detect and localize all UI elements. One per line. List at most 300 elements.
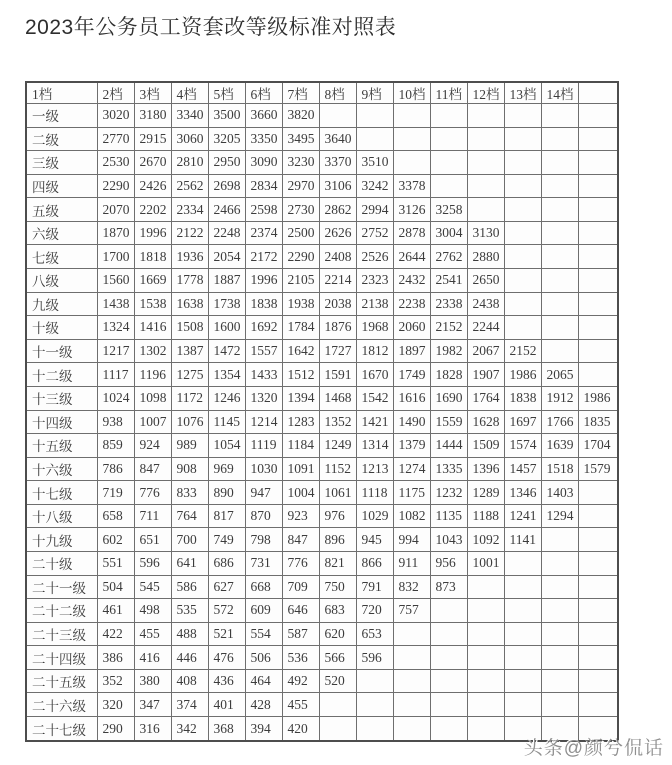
- empty-cell: [467, 646, 504, 670]
- empty-cell: [541, 575, 578, 599]
- value-cell: 1457: [504, 457, 541, 481]
- value-cell: 1835: [578, 410, 618, 434]
- value-cell: 1249: [319, 434, 356, 458]
- empty-cell: [578, 245, 618, 269]
- value-cell: 2970: [282, 174, 319, 198]
- value-cell: 408: [171, 669, 208, 693]
- empty-cell: [504, 292, 541, 316]
- header-cell: 2档: [97, 82, 134, 104]
- empty-cell: [430, 693, 467, 717]
- value-cell: 1004: [282, 481, 319, 505]
- value-cell: 1172: [171, 386, 208, 410]
- value-cell: 3090: [245, 151, 282, 175]
- value-cell: 1876: [319, 316, 356, 340]
- value-cell: 545: [134, 575, 171, 599]
- table-row: [26, 198, 618, 222]
- empty-cell: [578, 198, 618, 222]
- row-label: 十九级: [26, 528, 97, 552]
- header-cell: 9档: [356, 82, 393, 104]
- header-cell: 5档: [208, 82, 245, 104]
- empty-cell: [504, 575, 541, 599]
- value-cell: 2878: [393, 221, 430, 245]
- value-cell: 2070: [97, 198, 134, 222]
- value-cell: 720: [356, 599, 393, 623]
- value-cell: 2248: [208, 221, 245, 245]
- value-cell: 1704: [578, 434, 618, 458]
- value-cell: 3258: [430, 198, 467, 222]
- value-cell: 686: [208, 551, 245, 575]
- value-cell: 3060: [171, 127, 208, 151]
- empty-cell: [467, 127, 504, 151]
- value-cell: 1996: [245, 269, 282, 293]
- empty-cell: [430, 104, 467, 128]
- value-cell: 2105: [282, 269, 319, 293]
- value-cell: 1579: [578, 457, 618, 481]
- table-row: [26, 386, 618, 410]
- empty-cell: [467, 622, 504, 646]
- value-cell: 1870: [97, 221, 134, 245]
- value-cell: 492: [282, 669, 319, 693]
- value-cell: 1749: [393, 363, 430, 387]
- value-cell: 2598: [245, 198, 282, 222]
- value-cell: 1232: [430, 481, 467, 505]
- value-cell: 1335: [430, 457, 467, 481]
- value-cell: 1320: [245, 386, 282, 410]
- value-cell: 1638: [171, 292, 208, 316]
- header-cell: 14档: [541, 82, 578, 104]
- value-cell: 536: [282, 646, 319, 670]
- value-cell: 1001: [467, 551, 504, 575]
- value-cell: 757: [393, 599, 430, 623]
- value-cell: 1346: [504, 481, 541, 505]
- value-cell: 1472: [208, 339, 245, 363]
- value-cell: 890: [208, 481, 245, 505]
- value-cell: 2038: [319, 292, 356, 316]
- header-cell: 10档: [393, 82, 430, 104]
- value-cell: 2152: [430, 316, 467, 340]
- empty-cell: [541, 339, 578, 363]
- value-cell: 420: [282, 717, 319, 741]
- empty-cell: [541, 269, 578, 293]
- empty-cell: [578, 316, 618, 340]
- header-cell-empty: [578, 82, 618, 104]
- value-cell: 1490: [393, 410, 430, 434]
- value-cell: 1135: [430, 504, 467, 528]
- empty-cell: [541, 551, 578, 575]
- table-row: [26, 481, 618, 505]
- value-cell: 464: [245, 669, 282, 693]
- value-cell: 866: [356, 551, 393, 575]
- value-cell: 1766: [541, 410, 578, 434]
- empty-cell: [541, 151, 578, 175]
- value-cell: 2526: [356, 245, 393, 269]
- table-row: [26, 693, 618, 717]
- value-cell: 1692: [245, 316, 282, 340]
- value-cell: 2338: [430, 292, 467, 316]
- empty-cell: [430, 151, 467, 175]
- empty-cell: [393, 717, 430, 741]
- empty-cell: [541, 646, 578, 670]
- empty-cell: [467, 717, 504, 741]
- header-cell: 11档: [430, 82, 467, 104]
- value-cell: 832: [393, 575, 430, 599]
- row-label: 二十四级: [26, 646, 97, 670]
- value-cell: 658: [97, 504, 134, 528]
- empty-cell: [578, 622, 618, 646]
- row-label: 十一级: [26, 339, 97, 363]
- value-cell: 535: [171, 599, 208, 623]
- empty-cell: [578, 174, 618, 198]
- value-cell: 1818: [134, 245, 171, 269]
- value-cell: 1468: [319, 386, 356, 410]
- value-cell: 2152: [504, 339, 541, 363]
- empty-cell: [578, 339, 618, 363]
- value-cell: 2530: [97, 151, 134, 175]
- empty-cell: [541, 245, 578, 269]
- row-label: 三级: [26, 151, 97, 175]
- empty-cell: [578, 575, 618, 599]
- empty-cell: [541, 693, 578, 717]
- value-cell: 2500: [282, 221, 319, 245]
- value-cell: 2810: [171, 151, 208, 175]
- value-cell: 394: [245, 717, 282, 741]
- value-cell: 3640: [319, 127, 356, 151]
- value-cell: 798: [245, 528, 282, 552]
- header-cell: 8档: [319, 82, 356, 104]
- value-cell: 2202: [134, 198, 171, 222]
- value-cell: 2214: [319, 269, 356, 293]
- empty-cell: [541, 669, 578, 693]
- page-title: 2023年公务员工资套改等级标准对照表: [25, 16, 397, 39]
- value-cell: 587: [282, 622, 319, 646]
- value-cell: 627: [208, 575, 245, 599]
- value-cell: 719: [97, 481, 134, 505]
- value-cell: 896: [319, 528, 356, 552]
- value-cell: 2408: [319, 245, 356, 269]
- value-cell: 374: [171, 693, 208, 717]
- value-cell: 416: [134, 646, 171, 670]
- value-cell: 1416: [134, 316, 171, 340]
- empty-cell: [541, 622, 578, 646]
- table-row: [26, 127, 618, 151]
- row-label: 十二级: [26, 363, 97, 387]
- value-cell: 786: [97, 457, 134, 481]
- value-cell: 1560: [97, 269, 134, 293]
- value-cell: 1076: [171, 410, 208, 434]
- value-cell: 620: [319, 622, 356, 646]
- value-cell: 1098: [134, 386, 171, 410]
- value-cell: 2762: [430, 245, 467, 269]
- empty-cell: [356, 717, 393, 741]
- table-row: [26, 269, 618, 293]
- table-row: [26, 292, 618, 316]
- value-cell: 847: [282, 528, 319, 552]
- value-cell: 476: [208, 646, 245, 670]
- value-cell: 3378: [393, 174, 430, 198]
- empty-cell: [504, 198, 541, 222]
- empty-cell: [578, 269, 618, 293]
- value-cell: 520: [319, 669, 356, 693]
- value-cell: 1639: [541, 434, 578, 458]
- value-cell: 859: [97, 434, 134, 458]
- table-row: [26, 316, 618, 340]
- value-cell: 1394: [282, 386, 319, 410]
- empty-cell: [541, 528, 578, 552]
- value-cell: 1690: [430, 386, 467, 410]
- value-cell: 1145: [208, 410, 245, 434]
- table-row: [26, 245, 618, 269]
- value-cell: 2466: [208, 198, 245, 222]
- value-cell: 1897: [393, 339, 430, 363]
- value-cell: 776: [282, 551, 319, 575]
- value-cell: 750: [319, 575, 356, 599]
- value-cell: 956: [430, 551, 467, 575]
- value-cell: 1433: [245, 363, 282, 387]
- value-cell: 428: [245, 693, 282, 717]
- empty-cell: [504, 622, 541, 646]
- empty-cell: [393, 669, 430, 693]
- value-cell: 2644: [393, 245, 430, 269]
- empty-cell: [541, 292, 578, 316]
- empty-cell: [578, 599, 618, 623]
- value-cell: 1117: [97, 363, 134, 387]
- table-row: [26, 551, 618, 575]
- empty-cell: [467, 104, 504, 128]
- value-cell: 700: [171, 528, 208, 552]
- value-cell: 1616: [393, 386, 430, 410]
- value-cell: 2172: [245, 245, 282, 269]
- value-cell: 352: [97, 669, 134, 693]
- value-cell: 290: [97, 717, 134, 741]
- empty-cell: [467, 693, 504, 717]
- value-cell: 1294: [541, 504, 578, 528]
- value-cell: 3820: [282, 104, 319, 128]
- value-cell: 2730: [282, 198, 319, 222]
- value-cell: 1082: [393, 504, 430, 528]
- value-cell: 1936: [171, 245, 208, 269]
- value-cell: 1628: [467, 410, 504, 434]
- value-cell: 3106: [319, 174, 356, 198]
- value-cell: 3242: [356, 174, 393, 198]
- value-cell: 1119: [245, 434, 282, 458]
- value-cell: 1559: [430, 410, 467, 434]
- empty-cell: [356, 104, 393, 128]
- value-cell: 1542: [356, 386, 393, 410]
- empty-cell: [578, 504, 618, 528]
- value-cell: 1314: [356, 434, 393, 458]
- value-cell: 3510: [356, 151, 393, 175]
- value-cell: 1784: [282, 316, 319, 340]
- value-cell: 2290: [97, 174, 134, 198]
- table-row: [26, 622, 618, 646]
- empty-cell: [504, 269, 541, 293]
- value-cell: 821: [319, 551, 356, 575]
- value-cell: 446: [171, 646, 208, 670]
- value-cell: 1246: [208, 386, 245, 410]
- value-cell: 651: [134, 528, 171, 552]
- row-label: 二十三级: [26, 622, 97, 646]
- value-cell: 2834: [245, 174, 282, 198]
- row-label: 二十七级: [26, 717, 97, 741]
- value-cell: 498: [134, 599, 171, 623]
- value-cell: 2670: [134, 151, 171, 175]
- value-cell: 380: [134, 669, 171, 693]
- value-cell: 847: [134, 457, 171, 481]
- value-cell: 1061: [319, 481, 356, 505]
- header-cell: 12档: [467, 82, 504, 104]
- value-cell: 2770: [97, 127, 134, 151]
- header-cell: 3档: [134, 82, 171, 104]
- value-cell: 596: [134, 551, 171, 575]
- empty-cell: [430, 669, 467, 693]
- table-row: [26, 221, 618, 245]
- value-cell: 1600: [208, 316, 245, 340]
- empty-cell: [578, 221, 618, 245]
- empty-cell: [578, 363, 618, 387]
- value-cell: 776: [134, 481, 171, 505]
- empty-cell: [430, 646, 467, 670]
- value-cell: 3495: [282, 127, 319, 151]
- value-cell: 2138: [356, 292, 393, 316]
- empty-cell: [504, 669, 541, 693]
- value-cell: 1118: [356, 481, 393, 505]
- table-body: [26, 104, 618, 742]
- value-cell: 1379: [393, 434, 430, 458]
- value-cell: 1217: [97, 339, 134, 363]
- value-cell: 924: [134, 434, 171, 458]
- table-row: [26, 669, 618, 693]
- row-label: 七级: [26, 245, 97, 269]
- value-cell: 3660: [245, 104, 282, 128]
- value-cell: 2562: [171, 174, 208, 198]
- empty-cell: [504, 104, 541, 128]
- value-cell: 1184: [282, 434, 319, 458]
- value-cell: 1007: [134, 410, 171, 434]
- value-cell: 1354: [208, 363, 245, 387]
- value-cell: 2054: [208, 245, 245, 269]
- value-cell: 1024: [97, 386, 134, 410]
- value-cell: 994: [393, 528, 430, 552]
- value-cell: 461: [97, 599, 134, 623]
- value-cell: 1727: [319, 339, 356, 363]
- value-cell: 969: [208, 457, 245, 481]
- value-cell: 1996: [134, 221, 171, 245]
- empty-cell: [541, 198, 578, 222]
- row-label: 二级: [26, 127, 97, 151]
- value-cell: 2915: [134, 127, 171, 151]
- value-cell: 2752: [356, 221, 393, 245]
- value-cell: 2065: [541, 363, 578, 387]
- empty-cell: [504, 221, 541, 245]
- empty-cell: [393, 646, 430, 670]
- empty-cell: [467, 575, 504, 599]
- value-cell: 1669: [134, 269, 171, 293]
- empty-cell: [319, 104, 356, 128]
- value-cell: 1968: [356, 316, 393, 340]
- value-cell: 1324: [97, 316, 134, 340]
- value-cell: 1828: [430, 363, 467, 387]
- value-cell: 731: [245, 551, 282, 575]
- empty-cell: [430, 717, 467, 741]
- value-cell: 1152: [319, 457, 356, 481]
- empty-cell: [578, 127, 618, 151]
- value-cell: 1838: [245, 292, 282, 316]
- value-cell: 401: [208, 693, 245, 717]
- value-cell: 870: [245, 504, 282, 528]
- header-cell: 1档: [26, 82, 97, 104]
- table-row: [26, 575, 618, 599]
- value-cell: 1275: [171, 363, 208, 387]
- empty-cell: [541, 599, 578, 623]
- value-cell: 2426: [134, 174, 171, 198]
- value-cell: 1029: [356, 504, 393, 528]
- value-cell: 1196: [134, 363, 171, 387]
- value-cell: 1512: [282, 363, 319, 387]
- table-row: [26, 646, 618, 670]
- value-cell: 3370: [319, 151, 356, 175]
- value-cell: 833: [171, 481, 208, 505]
- value-cell: 1438: [97, 292, 134, 316]
- empty-cell: [319, 693, 356, 717]
- empty-cell: [578, 551, 618, 575]
- value-cell: 2950: [208, 151, 245, 175]
- value-cell: 2994: [356, 198, 393, 222]
- row-label: 十八级: [26, 504, 97, 528]
- value-cell: 1509: [467, 434, 504, 458]
- header-cell: 13档: [504, 82, 541, 104]
- empty-cell: [430, 174, 467, 198]
- value-cell: 938: [97, 410, 134, 434]
- row-label: 十七级: [26, 481, 97, 505]
- value-cell: 1289: [467, 481, 504, 505]
- empty-cell: [578, 528, 618, 552]
- value-cell: 368: [208, 717, 245, 741]
- row-label: 八级: [26, 269, 97, 293]
- value-cell: 455: [282, 693, 319, 717]
- value-cell: 1274: [393, 457, 430, 481]
- row-label: 九级: [26, 292, 97, 316]
- empty-cell: [430, 127, 467, 151]
- value-cell: 947: [245, 481, 282, 505]
- table-header: [26, 82, 618, 104]
- value-cell: 1642: [282, 339, 319, 363]
- value-cell: 347: [134, 693, 171, 717]
- value-cell: 1557: [245, 339, 282, 363]
- value-cell: 1213: [356, 457, 393, 481]
- value-cell: 911: [393, 551, 430, 575]
- value-cell: 873: [430, 575, 467, 599]
- empty-cell: [578, 646, 618, 670]
- row-label: 二十二级: [26, 599, 97, 623]
- empty-cell: [319, 717, 356, 741]
- value-cell: 3126: [393, 198, 430, 222]
- empty-cell: [504, 316, 541, 340]
- empty-cell: [393, 151, 430, 175]
- table-row: [26, 528, 618, 552]
- empty-cell: [578, 481, 618, 505]
- empty-cell: [578, 292, 618, 316]
- value-cell: 566: [319, 646, 356, 670]
- table-row: [26, 410, 618, 434]
- value-cell: 2334: [171, 198, 208, 222]
- value-cell: 791: [356, 575, 393, 599]
- empty-cell: [504, 693, 541, 717]
- table-row: [26, 504, 618, 528]
- value-cell: 1812: [356, 339, 393, 363]
- value-cell: 641: [171, 551, 208, 575]
- table-row: [26, 599, 618, 623]
- value-cell: 1591: [319, 363, 356, 387]
